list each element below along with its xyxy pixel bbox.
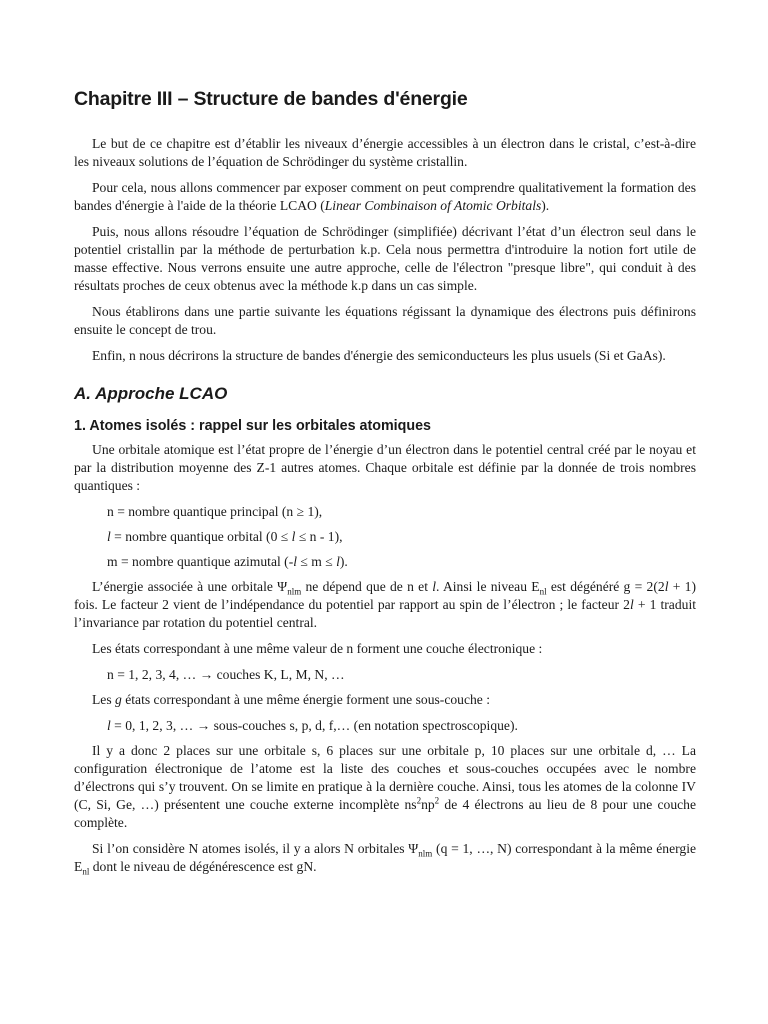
orbital-definition-paragraph: Une orbitale atomique est l’état propre de l’énergie d’un électron dans le potentiel central créé par le noyau et par la distribution moyenne des Z-1 autres atomes. Chaque orbitale est définie par la donnée de trois nombres quantiques : [74, 442, 696, 493]
page-content [74, 88, 696, 884]
electron-configuration-paragraph: Il y a donc 2 places sur une orbitale s, 6 places sur une orbitale p, 10 places sur une orbitale d, … La configuration électronique de l’atome est la liste des couches et sous-couches occupées avec le nombre d’électrons qui s’y trouvent. On se limite en pratique à la dernière couche. Ainsi, tous les atomes de la colonne IV (C, Si, Ge, …) présentent une couche externe incomplète $ns^2np^2$ de 4 électrons au lieu de 8 pour une couche complète. [74, 743, 696, 830]
quantum-number-l: l = nombre quantique orbital (0 ≤ l ≤ n - 1), [107, 529, 343, 544]
subsection-1-title: 1. Atomes isolés : rappel sur les orbitales atomiques [74, 418, 432, 434]
isolated-atoms-paragraph: Si l’on considère N atomes isolés, il y a alors N orbitales $\Psi_{nlm}$ (q = 1, …, N) correspondant à la même énergie $E_{nl}$ dont le niveau de dégénérescence est gN. [74, 841, 696, 877]
intro-paragraph-4: Nous établirons dans une partie suivante les équations régissant la dynamique des électrons puis définirons ensuite le concept de trou. [74, 304, 696, 337]
intro-paragraph-3: Puis, nous allons résoudre l’équation de Schrödinger (simplifiée) décrivant l’état d’un électron seul dans le potentiel cristallin par la méthode de perturbation k.p. Cela nous permettra d'introduire la notion fort utile de masse effective. Nous verrons ensuite une autre approche, celle de l'électron "presque libre", qui conduit à des résultats proches de ceux obtenus avec la méthode k.p dans un cas simple. [74, 224, 696, 293]
subshell-paragraph: Les g états correspondant à une même énergie forment une sous-couche : [92, 692, 490, 707]
quantum-number-n: n = nombre quantique principal (n ≥ 1), [107, 504, 323, 519]
shell-paragraph: Les états correspondant à une même valeur de n forment une couche électronique : [92, 641, 543, 656]
section-a-title: A. Approche LCAO [74, 384, 228, 403]
quantum-number-m: m = nombre quantique azimutal (-l ≤ m ≤ l). [107, 554, 348, 569]
shells-equation: n = 1, 2, 3, 4, … → couches K, L, M, N, … [107, 667, 345, 682]
energy-degeneracy-paragraph: L’énergie associée à une orbitale $\Psi_{nlm}$ ne dépend que de n et l. Ainsi le niveau $E_{nl}$ est dégénéré g = 2(2l + 1) fois. Le facteur 2 vient de l’indépendance du potentiel par rapport au spin de l’électron ; le facteur 2l + 1 traduit l’invariance par rotation du potentiel central. [74, 579, 696, 630]
intro-paragraph-2: Pour cela, nous allons commencer par exposer comment on peut comprendre qualitativement la formation des bandes d'énergie à l'aide de la théorie LCAO (Linear Combinaison of Atomic Orbitals). [74, 180, 696, 213]
intro-paragraph-1: Le but de ce chapitre est d’établir les niveaux d’énergie accessibles à un électron dans le cristal, c’est-à-dire les niveaux solutions de l’équation de Schrödinger du système cristallin. [74, 136, 696, 169]
chapter-title: Chapitre III – Structure de bandes d'énergie [74, 88, 468, 110]
intro-paragraph-5: Enfin, n nous décrirons la structure de bandes d'énergie des semiconducteurs les plus usuels (Si et GaAs). [92, 348, 666, 363]
subshells-equation: l = 0, 1, 2, 3, … → sous-couches s, p, d, f,… (en notation spectroscopique). [107, 718, 518, 733]
